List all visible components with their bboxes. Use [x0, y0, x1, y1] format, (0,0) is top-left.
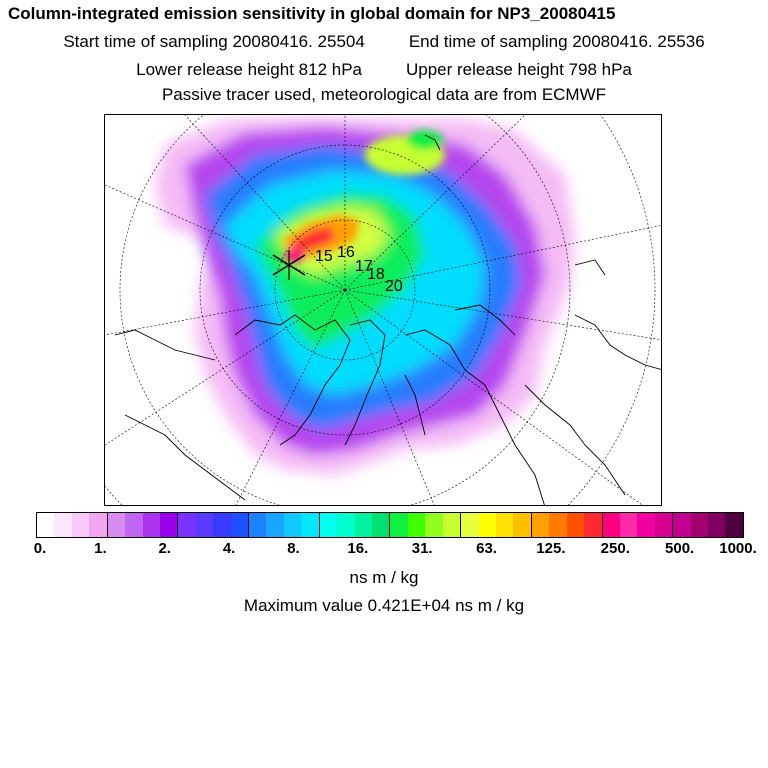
colorbar-cell [479, 513, 496, 537]
end-time-label: End time of sampling 20080416. 25536 [408, 32, 705, 51]
colorbar-cell [320, 513, 337, 537]
start-time-label: Start time of sampling 20080416. 25504 [63, 32, 365, 51]
colorbar-ticks [0, 540, 768, 560]
max-value-label: Maximum value 0.421E+04 ns m / kg [243, 596, 525, 615]
colorbar [36, 512, 744, 538]
colorbar-tick-label: 1. [94, 540, 107, 557]
colorbar-cell [691, 513, 708, 537]
trajectory-label: 20 [385, 278, 403, 295]
release-heights [0, 60, 768, 80]
colorbar-cell [443, 513, 461, 537]
colorbar-tick-label: 2. [158, 540, 171, 557]
colorbar-cell [408, 513, 425, 537]
page-title: Column-integrated emission sensitivity in global domain for NP3_20080415 [8, 4, 616, 23]
colorbar-tick-label: 63. [476, 540, 497, 557]
colorbar-tick-label: 4. [222, 540, 236, 557]
colorbar-cell [532, 513, 549, 537]
colorbar-cell [284, 513, 301, 537]
colorbar-cell [708, 513, 725, 537]
colorbar-cell [549, 513, 566, 537]
colorbar-cell [213, 513, 230, 537]
trajectory-label: 15 [315, 248, 333, 265]
colorbar-tick-label: 8. [287, 540, 300, 557]
colorbar-cell [108, 513, 125, 537]
colorbar-cell [584, 513, 602, 537]
lower-release-label: Lower release height 812 hPa [136, 60, 362, 79]
colorbar-cell [390, 513, 407, 537]
colorbar-cell [355, 513, 372, 537]
colorbar-cell [337, 513, 354, 537]
colorbar-cell [72, 513, 89, 537]
colorbar-cell [620, 513, 637, 537]
colorbar-tick-label: 250. [600, 540, 630, 557]
sampling-times [0, 32, 768, 52]
colorbar-cell [637, 513, 654, 537]
upper-release-label: Upper release height 798 hPa [406, 60, 632, 79]
units-label: ns m / kg [349, 568, 419, 587]
colorbar-cell [231, 513, 249, 537]
polar-map [104, 114, 662, 506]
colorbar-cell [266, 513, 283, 537]
colorbar-cell [496, 513, 513, 537]
colorbar-tick-label: 125. [536, 540, 566, 557]
colorbar-cell [655, 513, 673, 537]
colorbar-cell [160, 513, 178, 537]
colorbar-cell [301, 513, 319, 537]
map-canvas [105, 115, 662, 506]
colorbar-tick-label: 31. [411, 540, 433, 557]
colorbar-cell [89, 513, 107, 537]
colorbar-cell [425, 513, 442, 537]
colorbar-cell [178, 513, 195, 537]
colorbar-cell [461, 513, 478, 537]
colorbar-tick-label: 500. [665, 540, 695, 557]
colorbar-cell [513, 513, 531, 537]
colorbar-cell [567, 513, 584, 537]
colorbar-cell [249, 513, 266, 537]
colorbar-tick-label: 1000. [719, 540, 757, 557]
colorbar-cell [54, 513, 71, 537]
trajectory-label: 17 [355, 258, 373, 275]
colorbar-tick-label: 0. [33, 540, 47, 557]
colorbar-cell [673, 513, 690, 537]
colorbar-cell [196, 513, 213, 537]
colorbar-tick-label: 16. [347, 540, 369, 557]
colorbar-cell [37, 513, 54, 537]
sensitivity-field [155, 117, 575, 475]
colorbar-cell [125, 513, 142, 537]
trajectory-label: 16 [337, 244, 355, 261]
colorbar-cell [725, 513, 742, 537]
colorbar-cell [372, 513, 390, 537]
tracer-label: Passive tracer used, meteorological data are from ECMWF [161, 85, 607, 104]
colorbar-cell [603, 513, 620, 537]
trajectory-label: 18 [367, 266, 385, 283]
colorbar-cell [143, 513, 160, 537]
